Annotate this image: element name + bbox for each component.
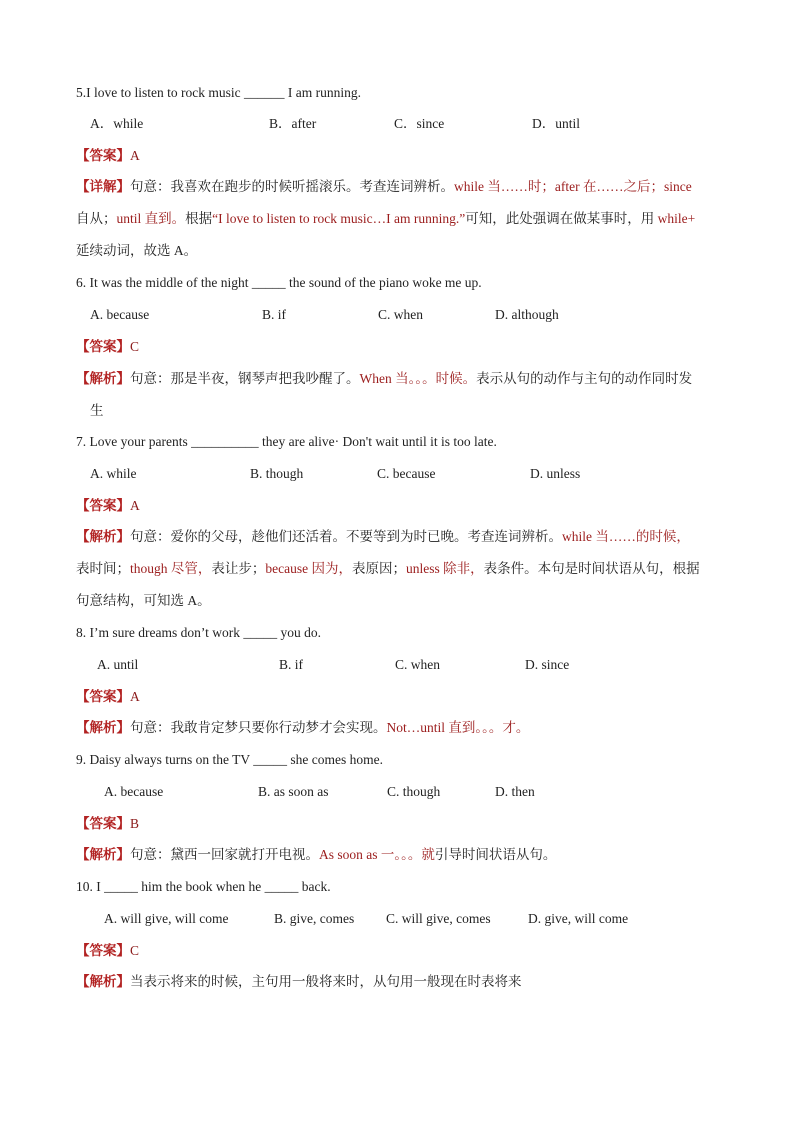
- explanation-text: 引导时间状语从句。: [434, 847, 557, 862]
- explanation-text: 句意：爱你的父母，趁他们还活着。不要等到为时已晚。考查连词辨析。: [130, 529, 562, 544]
- explanation-text: 表示从句的动作与主句的动作同时发: [476, 371, 693, 386]
- question-8-explanation: [76, 712, 721, 744]
- question-8-option-c: C. when: [395, 657, 440, 672]
- explanation-tag: 【解析】: [76, 529, 130, 544]
- explanation-text: 生: [90, 403, 104, 418]
- question-6-stem: 6. It was the middle of the night _____ the sound of the piano woke me up.: [76, 275, 482, 290]
- explanation-text: until 直到。: [116, 211, 186, 226]
- question-6-option-c: C. when: [378, 307, 423, 322]
- explanation-text: 自从；: [76, 211, 117, 226]
- explanation-text: while+: [657, 211, 696, 226]
- answer-value: C: [130, 943, 140, 958]
- question-8-option-a: A. until: [97, 657, 139, 672]
- question-10-answer: [76, 941, 139, 961]
- question-7-option-c: C. because: [377, 466, 436, 481]
- question-7-option-b: B. though: [250, 466, 304, 481]
- explanation-text: 当表示将来的时候，主句用一般将来时，从句用一般现在时表将来: [130, 974, 522, 989]
- question-10-option-d: D. give, will come: [528, 911, 629, 926]
- explanation-text: 句意结构，可知选 A。: [76, 593, 211, 608]
- question-8-option-d: D. since: [525, 657, 570, 672]
- explanation-text: When 当。。。时候。: [359, 371, 477, 386]
- question-7-option-a: A. while: [90, 466, 137, 481]
- answer-value: A: [130, 498, 140, 513]
- explanation-text: 句意：我喜欢在跑步的时候听摇滚乐。考查连词辨析。: [130, 179, 454, 194]
- answer-value: B: [130, 816, 140, 831]
- question-10-option-a: A. will give, will come: [104, 911, 229, 926]
- question-8-stem: 8. I’m sure dreams don’t work _____ you do.: [76, 625, 321, 640]
- answer-value: A: [130, 148, 140, 163]
- answer-tag: 【答案】: [76, 943, 130, 958]
- question-9-option-b: B. as soon as: [258, 784, 329, 799]
- question-9-explanation: [76, 839, 721, 871]
- answer-tag: 【答案】: [76, 689, 130, 704]
- question-9-answer: [76, 814, 139, 834]
- question-10-explanation: [76, 966, 721, 998]
- answer-tag: 【答案】: [76, 816, 130, 831]
- question-10-option-b: B. give, comes: [274, 911, 355, 926]
- question-5-option-b: B．after: [269, 116, 317, 131]
- answer-tag: 【答案】: [76, 339, 130, 354]
- question-9-option-a: A. because: [104, 784, 164, 799]
- explanation-text: 可知，此处强调在做某事时，用: [465, 211, 658, 226]
- explanation-tag: 【解析】: [76, 720, 130, 735]
- question-5-option-a: A．while: [90, 116, 144, 131]
- explanation-text: 表条件。本句是时间状语从句，根据: [483, 561, 700, 576]
- explanation-text: As soon as 一。。。就: [319, 847, 435, 862]
- explanation-text: though 尽管，: [130, 561, 212, 576]
- question-6-option-b: B. if: [262, 307, 287, 322]
- explanation-text: Not…until 直到。。。才。: [386, 720, 530, 735]
- question-9-option-c: C. though: [387, 784, 441, 799]
- explanation-text: while 当……时；after 在……之后；since: [454, 179, 692, 194]
- answer-value: A: [130, 689, 140, 704]
- explanation-text: unless 除非，: [406, 561, 484, 576]
- answer-tag: 【答案】: [76, 148, 130, 163]
- explanation-text: 句意：黛西一回家就打开电视。: [130, 847, 319, 862]
- question-5-option-d: D．until: [532, 116, 581, 131]
- question-6-explanation: [76, 363, 721, 427]
- explanation-tag: 【详解】: [76, 179, 130, 194]
- explanation-text: 表时间；: [76, 561, 130, 576]
- explanation-text: 延续动词，故选 A。: [76, 243, 198, 258]
- explanation-text: 句意：那是半夜，钢琴声把我吵醒了。: [130, 371, 360, 386]
- question-5-option-c: C．since: [394, 116, 445, 131]
- explanation-tag: 【解析】: [76, 847, 130, 862]
- question-7-option-d: D. unless: [530, 466, 581, 481]
- explanation-text: 表原因；: [352, 561, 406, 576]
- question-6-option-a: A. because: [90, 307, 150, 322]
- explanation-tag: 【解析】: [76, 371, 130, 386]
- explanation-tag: 【解析】: [76, 974, 130, 989]
- answer-tag: 【答案】: [76, 498, 130, 513]
- question-7-answer: [76, 496, 140, 516]
- question-5-explanation: [76, 171, 721, 267]
- question-6-answer: [76, 337, 139, 357]
- explanation-text: 句意：我敢肯定梦只要你行动梦才会实现。: [130, 720, 387, 735]
- question-10-option-c: C. will give, comes: [386, 911, 491, 926]
- question-8-answer: [76, 687, 140, 707]
- question-7-stem: 7. Love your parents __________ they are alive· Don't wait until it is too late.: [76, 434, 497, 449]
- question-9-option-d: D. then: [495, 784, 535, 799]
- explanation-text: 根据: [185, 211, 213, 226]
- question-5-answer: [76, 146, 140, 166]
- explanation-text: 表让步；: [211, 561, 266, 576]
- explanation-text: “I love to listen to rock music…I am running.”: [212, 211, 466, 226]
- answer-value: C: [130, 339, 140, 354]
- question-6-option-d: D. although: [495, 307, 559, 322]
- question-8-option-b: B. if: [279, 657, 304, 672]
- question-5-stem: 5.I love to listen to rock music ______ I am running.: [76, 85, 361, 100]
- question-9-stem: 9. Daisy always turns on the TV _____ she comes home.: [76, 752, 383, 767]
- question-10-stem: 10. I _____ him the book when he _____ back.: [76, 879, 331, 894]
- explanation-text: because 因为，: [265, 561, 352, 576]
- question-7-explanation: [76, 521, 721, 617]
- explanation-text: while 当……的时候，: [562, 529, 690, 544]
